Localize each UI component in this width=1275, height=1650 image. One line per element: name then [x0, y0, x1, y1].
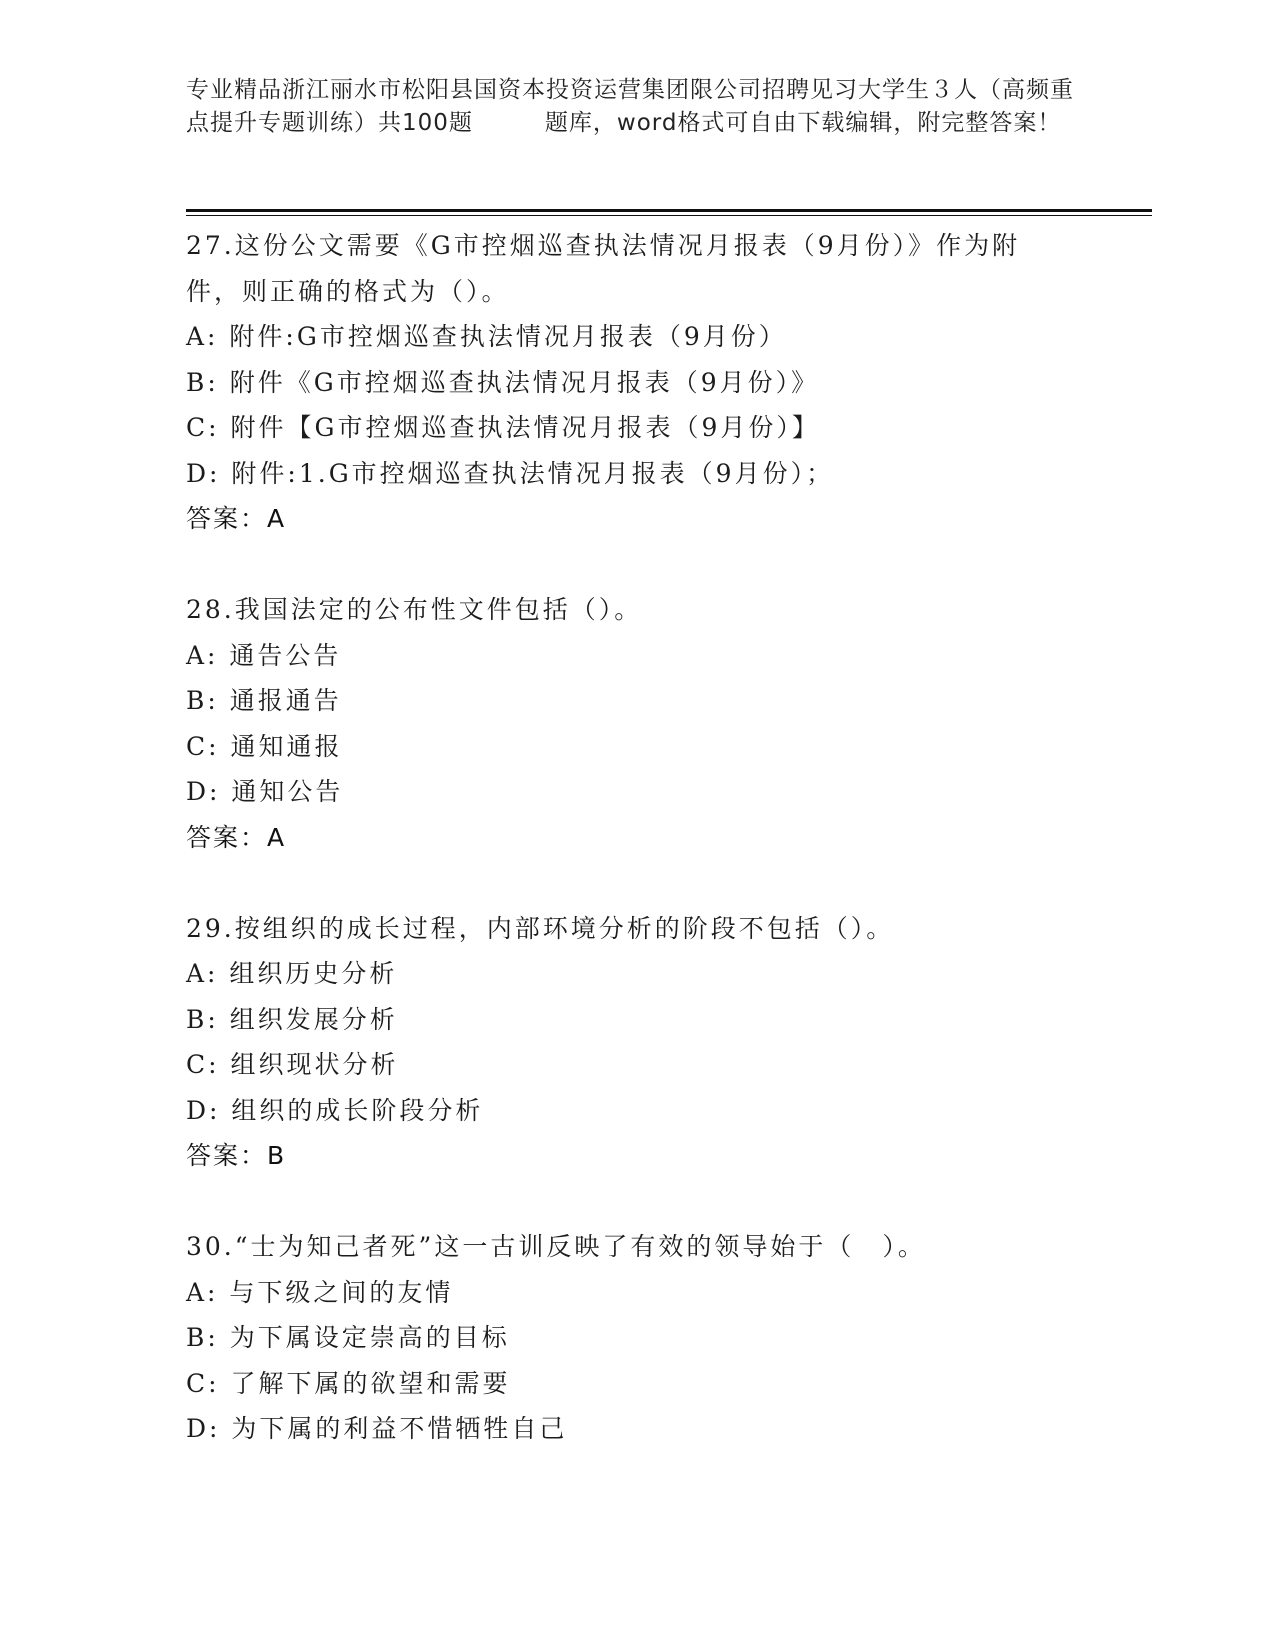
option-d: D: 组织的成长阶段分析 [186, 1095, 484, 1125]
option-d: D: 通知公告 [186, 777, 344, 806]
header-divider [186, 209, 1152, 216]
option-b: B: 组织发展分析 [186, 1004, 398, 1034]
answer-line: 答案：B [186, 1141, 287, 1170]
header-text: 专业精品浙江丽水市松阳县国资本投资运营集团限公司招聘见习大学生３人（高频重点提升专题训练）共100题 题库，word格式可自由下载编辑，附完整答案！ [186, 77, 1074, 136]
question-29 [186, 906, 1146, 1225]
option-d: D: 附件:1.G市控烟巡查执法情况月报表（9月份）； [186, 458, 835, 488]
option-a: A: 附件:G市控烟巡查执法情况月报表（9月份） [186, 322, 787, 351]
question-stem-line: 27.这份公文需要《G市控烟巡查执法情况月报表（9月份）》作为附 [186, 231, 1021, 260]
option-b: B: 为下属设定崇高的目标 [186, 1323, 510, 1352]
answer-line: 答案：A [186, 822, 287, 852]
answer-line: 答案：A [186, 504, 287, 533]
option-a: A: 组织历史分析 [186, 959, 398, 988]
option-b: B: 附件《G市控烟巡查执法情况月报表（9月份）》 [186, 367, 820, 397]
question-30 [186, 1224, 1146, 1452]
option-b: B: 通报通告 [186, 686, 342, 715]
question-stem-line: 件，则正确的格式为（）。 [186, 276, 510, 306]
option-c: C: 了解下属的欲望和需要 [186, 1368, 511, 1398]
option-a: A: 与下级之间的友情 [186, 1277, 454, 1307]
question-stem-line: 30.“士为知己者死”这一古训反映了有效的领导始于（ ）。 [186, 1232, 926, 1261]
option-c: C: 组织现状分析 [186, 1050, 399, 1079]
option-d: D: 为下属的利益不惜牺牲自己 [186, 1414, 568, 1443]
option-c: C: 附件【G市控烟巡查执法情况月报表（9月份）】 [186, 413, 820, 442]
spacer [186, 542, 1146, 588]
option-a: A: 通告公告 [186, 640, 342, 670]
document-header [186, 74, 1086, 140]
question-list [186, 223, 1146, 1452]
spacer [186, 860, 1146, 906]
option-c: C: 通知通报 [186, 731, 343, 761]
question-28 [186, 587, 1146, 906]
question-27 [186, 223, 1146, 587]
spacer [186, 1179, 1146, 1225]
question-stem-line: 28.我国法定的公布性文件包括（）。 [186, 595, 643, 624]
question-stem-line: 29.按组织的成长过程，内部环境分析的阶段不包括（）。 [186, 913, 895, 943]
